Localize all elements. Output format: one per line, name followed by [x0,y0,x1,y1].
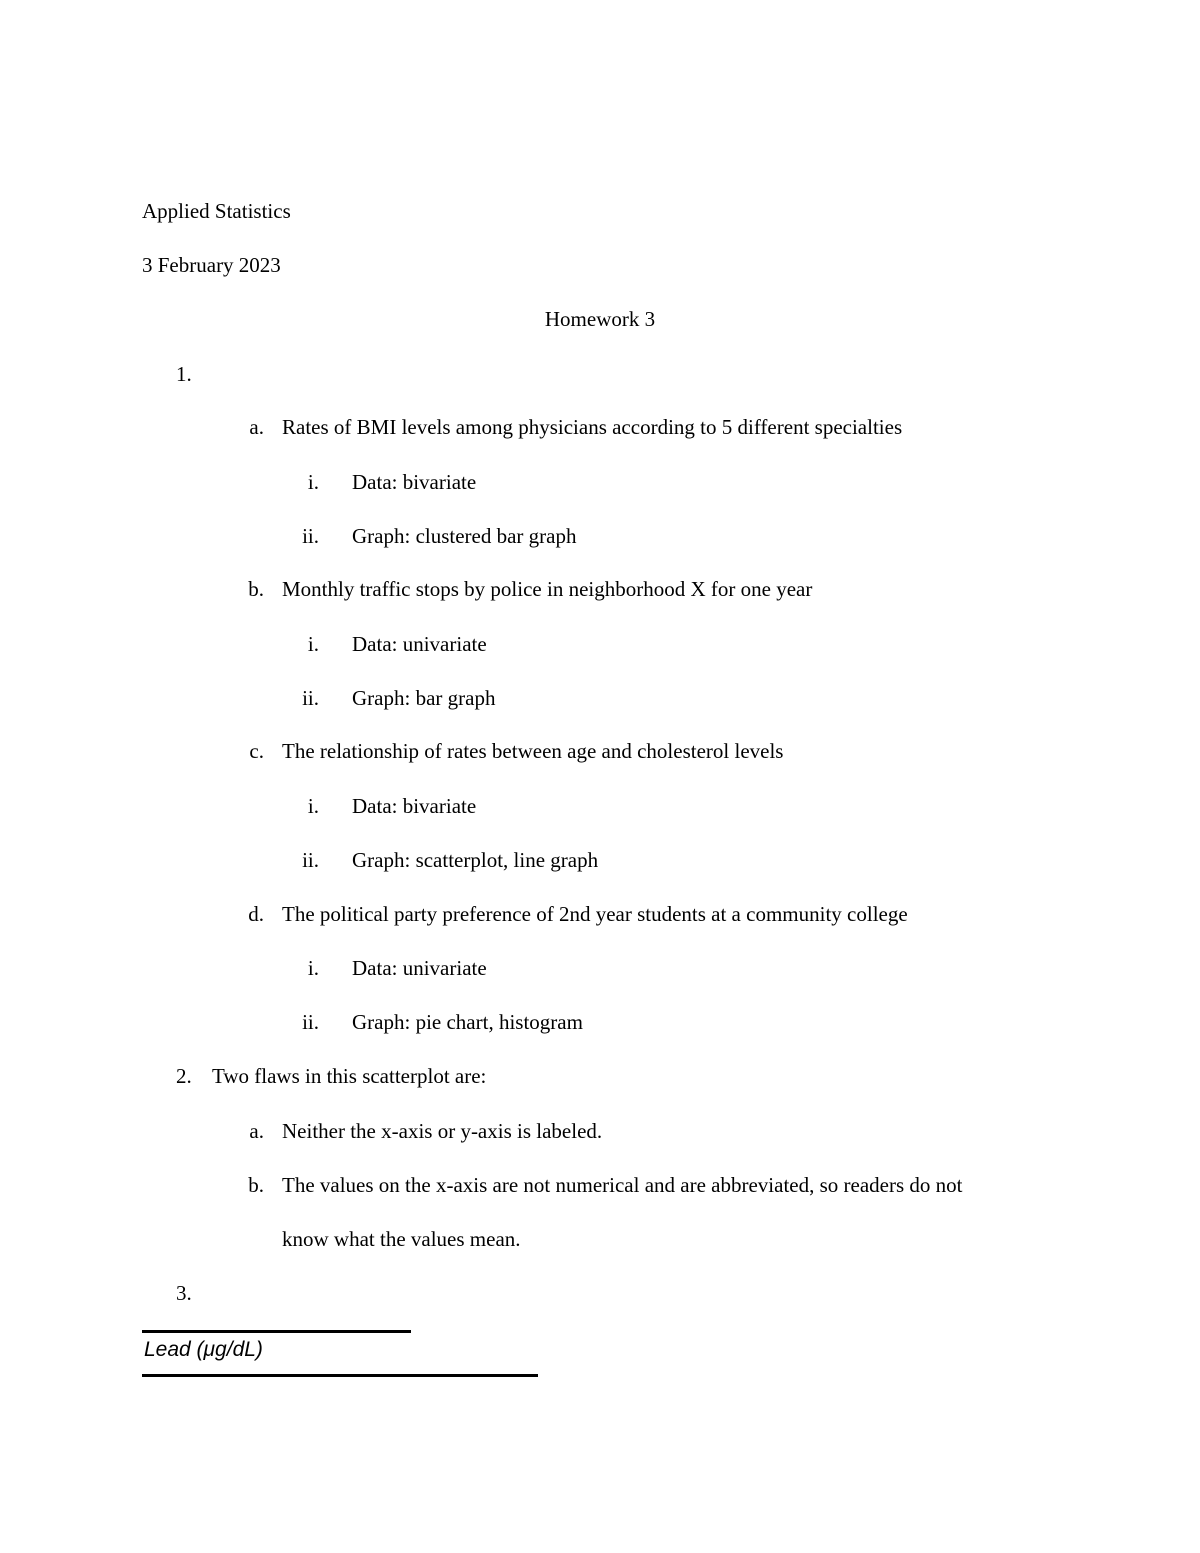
item-text: Rates of BMI levels among physicians according to 5 different specialties [282,415,903,439]
sub-item-numeral: i. [307,632,319,656]
item-text: Neither the x-axis or y-axis is labeled. [282,1119,603,1143]
sub-item-numeral: ii. [302,524,319,548]
question-text: Two flaws in this scatterplot are: [212,1064,487,1088]
sub-item-text: Data: univariate [352,956,487,980]
sub-item-text: Graph: bar graph [352,686,496,710]
question-number-2: 2. [176,1064,192,1088]
course-name: Applied Statistics [142,199,291,223]
sub-item-numeral: ii. [302,848,319,872]
sub-item-text: Graph: pie chart, histogram [352,1010,583,1034]
item-text-line-1: The values on the x-axis are not numerical and are abbreviated, so readers do not [282,1173,963,1197]
sub-item-numeral: ii. [302,686,319,710]
sub-item-text: Data: bivariate [352,794,477,818]
item-letter: b. [248,577,264,601]
table-header-rule [142,1374,538,1377]
document-title: Homework 3 [544,307,656,331]
document-date: 3 February 2023 [142,253,281,277]
item-letter: a. [249,1119,264,1143]
sub-item-text: Data: bivariate [352,470,477,494]
sub-item-numeral: i. [307,956,319,980]
sub-item-numeral: ii. [302,1010,319,1034]
sub-item-text: Graph: scatterplot, line graph [352,848,599,872]
item-text-line-2: know what the values mean. [282,1227,521,1251]
item-letter: a. [249,415,264,439]
sub-item-numeral: i. [307,470,319,494]
sub-item-numeral: i. [307,794,319,818]
table-top-rule [142,1330,411,1333]
question-number-3: 3. [176,1281,192,1305]
sub-item-text: Data: univariate [352,632,487,656]
item-letter: d. [248,902,264,926]
item-letter: b. [248,1173,264,1197]
item-text: Monthly traffic stops by police in neighborhood X for one year [282,577,813,601]
table-column-header: Lead (μg/dL) [144,1338,263,1361]
item-letter: c. [249,739,264,763]
sub-item-text: Graph: clustered bar graph [352,524,577,548]
item-text: The political party preference of 2nd year students at a community college [282,902,908,926]
question-number-1: 1. [176,362,192,386]
item-text: The relationship of rates between age and cholesterol levels [282,739,784,763]
